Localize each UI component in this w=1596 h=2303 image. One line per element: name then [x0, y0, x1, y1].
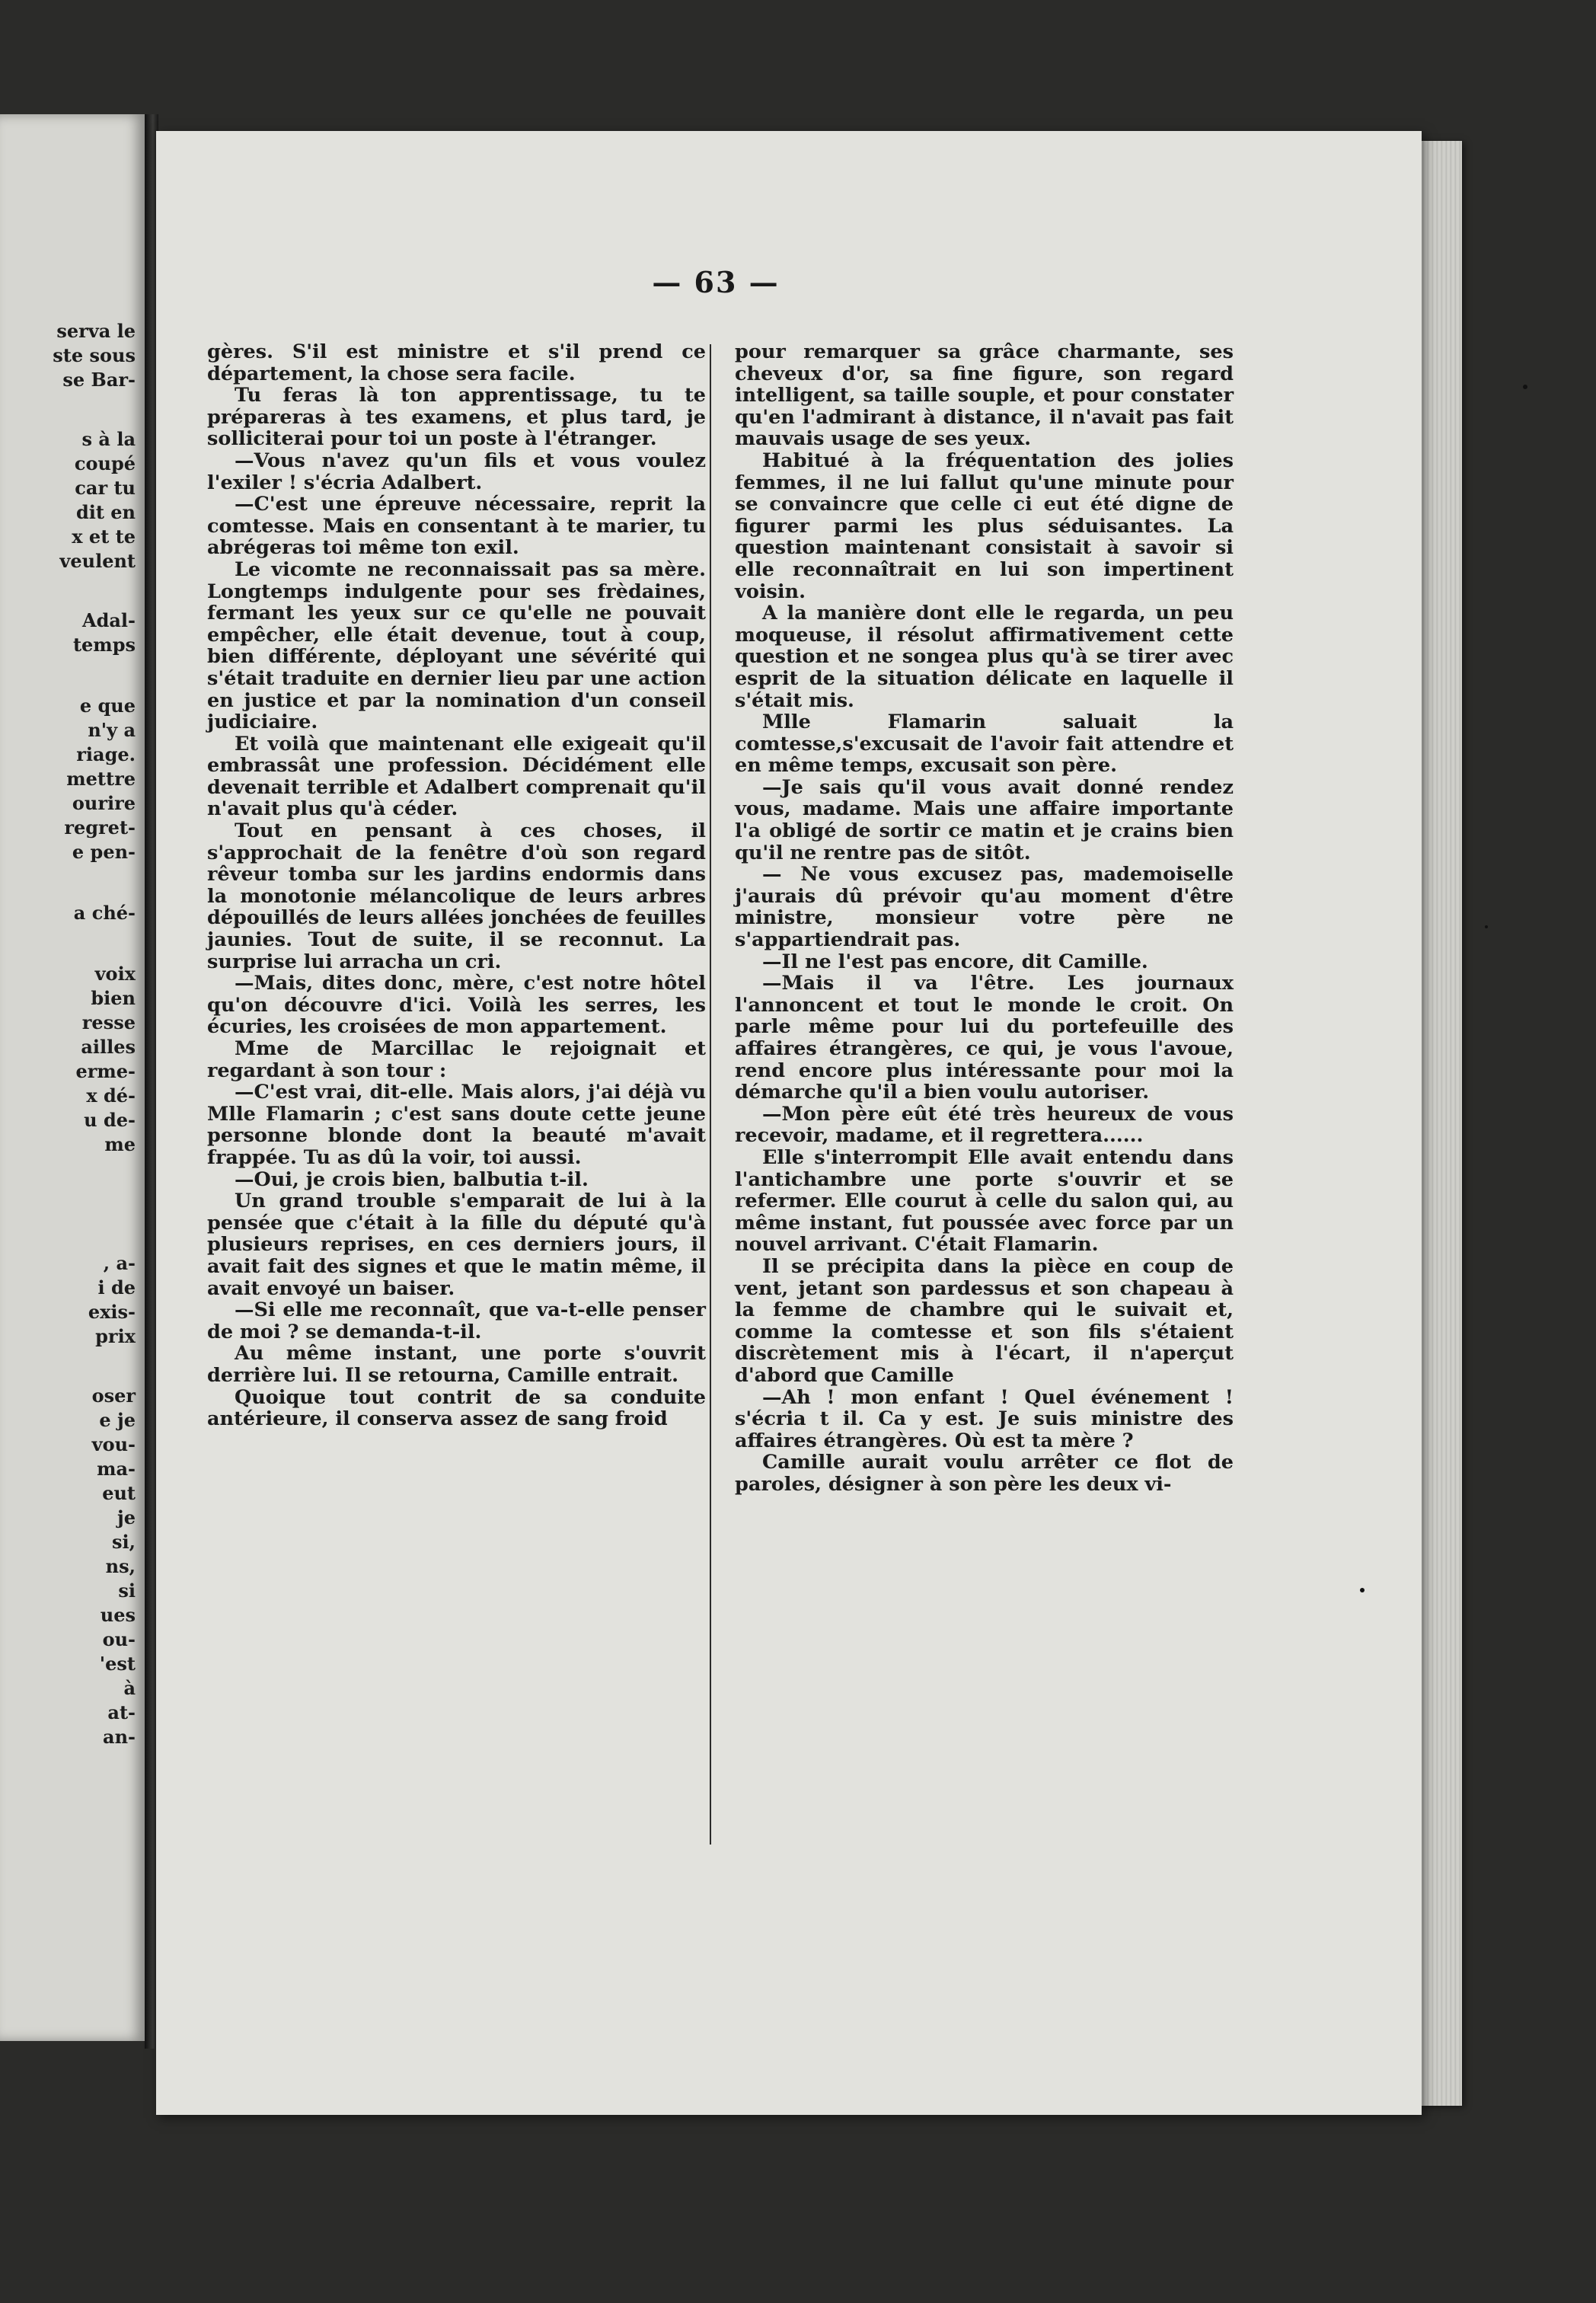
- left-page-fragment: à: [123, 1677, 136, 1699]
- page-number: — 63 —: [652, 265, 780, 299]
- left-page-fragment: ailles: [81, 1036, 136, 1058]
- paragraph: Le vicomte ne reconnaissait pas sa mère. Longtemps indulgente pour ses frèdaines, fermant les yeux sur ce qu'elle ne pouvait empêcher, elle était devenue, tout à coup, bien différente, déployant une sévérité qui s'était traduite en dernier lieu par une action en justice et par la nomination d'un conseil judiciaire.: [207, 557, 706, 734]
- left-page-fragment: at-: [107, 1701, 136, 1723]
- paragraph: —Mais il va l'être. Les journaux l'annoncent et tout le monde le croit. On parle même pour lui du portefeuille des affaires étrangères, ce qui, je vous l'avoue, rend encore plus intéressante pour moi la démarche qu'il a bien voulu autoriser.: [735, 972, 1234, 1104]
- left-page-fragment: erme-: [75, 1060, 136, 1082]
- left-page-fragment: e que: [79, 695, 136, 717]
- left-page-fragment: a ché-: [73, 902, 136, 924]
- left-page-fragment: i de: [97, 1276, 136, 1298]
- left-page-fragment: n'y a: [88, 719, 136, 741]
- left-page-fragment: bien: [91, 987, 136, 1009]
- left-page-fragment: e je: [99, 1409, 136, 1431]
- left-page-fragment: ues: [100, 1604, 136, 1626]
- paragraph: A la manière dont elle le regarda, un peu moqueuse, il résolut affirmativement cette question et ne songea plus qu'à se tirer avec esprit de la situation délicate en laquelle il s'était mis.: [735, 602, 1234, 712]
- paragraph: — Ne vous excusez pas, mademoiselle j'aurais dû prévoir qu'au moment d'être ministre, monsieur votre père ne s'appartiendrait pas.: [735, 863, 1234, 952]
- left-page-fragment: se Bar-: [62, 369, 136, 391]
- left-page-fragment: x dé-: [86, 1084, 136, 1107]
- left-page-fragment: u de-: [84, 1109, 136, 1131]
- paragraph: Tu feras là ton apprentissage, tu te prépareras à tes examens, et plus tard, je solliciterai pour toi un poste à l'étranger.: [207, 384, 706, 451]
- paragraph: Habitué à la fréquentation des jolies femmes, il ne lui fallut qu'une minute pour se convaincre que celle ci eut été digne de figurer parmi les plus séduisantes. La question maintenant consistait à savoir si elle reconnaîtrait en lui son impertinent voisin.: [735, 449, 1234, 603]
- dust-speck: [1523, 385, 1527, 389]
- left-page-fragment: s à la: [81, 428, 136, 450]
- paragraph: —Si elle me reconnaît, que va-t-elle penser de moi ? se demanda-t-il.: [207, 1298, 706, 1343]
- left-page-fragment: oser: [91, 1385, 136, 1407]
- left-page-fragment: ou-: [102, 1628, 136, 1650]
- paragraph: Quoique tout contrit de sa conduite antérieure, il conserva assez de sang froid: [207, 1385, 706, 1431]
- left-text-column: [207, 341, 706, 1430]
- left-page-fragment: Adal-: [81, 609, 136, 631]
- left-page: [0, 114, 145, 2041]
- dust-speck: [1360, 1588, 1365, 1592]
- left-page-fragment: me: [104, 1133, 136, 1155]
- left-page-fragment: coupé: [74, 452, 136, 474]
- paragraph: Elle s'interrompit Elle avait entendu dans l'antichambre une porte s'ouvrir et se refermer. Elle courut à celle du salon qui, au même instant, fut poussée avec force par un nouvel arrivant. C'était Flamarin.: [735, 1145, 1234, 1257]
- left-page-fragment: je: [117, 1506, 136, 1528]
- left-page-fragment: vou-: [91, 1433, 136, 1455]
- paragraph: Un grand trouble s'emparait de lui à la pensée que c'était à la fille du député qu'à plusieurs reprises, en ces derniers jours, il avait fait des signes et que le matin même, il avait envoyé un baiser.: [207, 1190, 706, 1300]
- paragraph: Mlle Flamarin saluait la comtesse,s'excusait de l'avoir fait attendre et en même temps, excusait son père.: [735, 711, 1234, 778]
- left-page-fragment: serva le: [56, 320, 136, 342]
- left-page-fragment: si,: [112, 1531, 136, 1553]
- paragraph: —Oui, je crois bien, balbutia t-il.: [235, 1167, 589, 1191]
- paragraph: —C'est vrai, dit-elle. Mais alors, j'ai déjà vu Mlle Flamarin ; c'est sans doute cette jeune personne blonde dont la beauté m'avait frappée. Tu as dû la voir, toi aussi.: [207, 1081, 706, 1169]
- left-page-fragment: riage.: [76, 743, 136, 765]
- paragraph: Mme de Marcillac le rejoignait et regardant à son tour :: [207, 1037, 706, 1082]
- left-page-fragment: dit en: [75, 501, 136, 523]
- left-page-fragment: temps: [72, 634, 136, 656]
- left-page-fragment: regret-: [64, 816, 136, 838]
- left-page-fragment: car tu: [75, 477, 136, 499]
- paragraph: —Ah ! mon enfant ! Quel événement ! s'écria t il. Ca y est. Je suis ministre des affaires étrangères. Où est ta mère ?: [735, 1385, 1234, 1452]
- left-page-fragment: ourire: [72, 792, 136, 814]
- page-edges: [1420, 141, 1462, 2106]
- left-page-fragment: 'est: [99, 1653, 136, 1675]
- paragraph: Au même instant, une porte s'ouvrit derrière lui. Il se retourna, Camille entrait.: [207, 1342, 706, 1387]
- paragraph: —Mon père eût été très heureux de vous recevoir, madame, et il regrettera......: [735, 1102, 1234, 1148]
- paragraph: —Il ne l'est pas encore, dit Camille.: [762, 950, 1148, 973]
- paragraph: Il se précipita dans la pièce en coup de vent, jetant son pardessus et son chapeau à la femme de chambre qui le suivait et, comme la comtesse et son fils s'étaient discrètement mis à l'écart, il n'aperçut d'abord que Camille: [735, 1254, 1234, 1387]
- column-divider: [710, 344, 711, 1845]
- left-page-fragment: x et te: [72, 525, 136, 548]
- left-page-fragment: eut: [102, 1482, 136, 1504]
- left-page-fragment: resse: [81, 1011, 136, 1033]
- right-text-column: [735, 341, 1234, 1495]
- paragraph: Et voilà que maintenant elle exigeait qu'il embrassât une profession. Décidément elle devenait terrible et Adalbert comprenait qu'il n'avait plus qu'à céder.: [207, 732, 706, 821]
- paragraph: pour remarquer sa grâce charmante, ses cheveux d'or, sa fine figure, son regard intelligent, sa taille souple, et pour constater qu'en l'admirant à distance, il n'avait pas fait mauvais usage de ses yeux.: [735, 340, 1234, 451]
- paragraph: —Je sais qu'il vous avait donné rendez vous, madame. Mais une affaire importante l'a obligé de sortir ce matin et je crains bien qu'il ne rentre pas de sitôt.: [735, 775, 1234, 864]
- left-page-fragment: mettre: [66, 768, 136, 790]
- left-page-fragment: an-: [103, 1726, 136, 1748]
- left-page-fragment: si: [118, 1580, 136, 1602]
- paragraph: gères. S'il est ministre et s'il prend ce département, la chose sera facile.: [207, 340, 706, 385]
- paragraph: Tout en pensant à ces choses, il s'approchait de la fenêtre d'où son regard rêveur tomba sur les jardins endormis dans la monotonie mélancolique de leurs arbres dépouillés de leurs allées jonchées de feuilles jaunies. Tout de suite, il se reconnut. La surprise lui arracha un cri.: [207, 819, 706, 973]
- paragraph: —C'est une épreuve nécessaire, reprit la comtesse. Mais en consentant à te marier, tu abrégeras toi même ton exil.: [207, 493, 706, 560]
- paragraph: Camille aurait voulu arrêter ce flot de paroles, désigner à son père les deux vi-: [735, 1451, 1234, 1496]
- left-page-fragment: ns,: [105, 1555, 136, 1577]
- left-page-fragment: , a-: [103, 1252, 136, 1274]
- left-page-fragment: voix: [94, 963, 136, 985]
- dust-speck: [1485, 925, 1488, 928]
- left-page-fragment: exis-: [88, 1301, 136, 1323]
- left-page-fragment: e pen-: [72, 841, 136, 863]
- left-page-fragment: veulent: [59, 550, 136, 572]
- paragraph: —Vous n'avez qu'un fils et vous voulez l'exiler ! s'écria Adalbert.: [207, 449, 706, 494]
- left-page-fragment: ma-: [97, 1458, 136, 1480]
- left-page-fragment: prix: [95, 1325, 136, 1347]
- paragraph: —Mais, dites donc, mère, c'est notre hôtel qu'on découvre d'ici. Voilà les serres, les écuries, les croisées de mon appartement.: [207, 972, 706, 1039]
- left-page-fragment: ste sous: [53, 344, 136, 366]
